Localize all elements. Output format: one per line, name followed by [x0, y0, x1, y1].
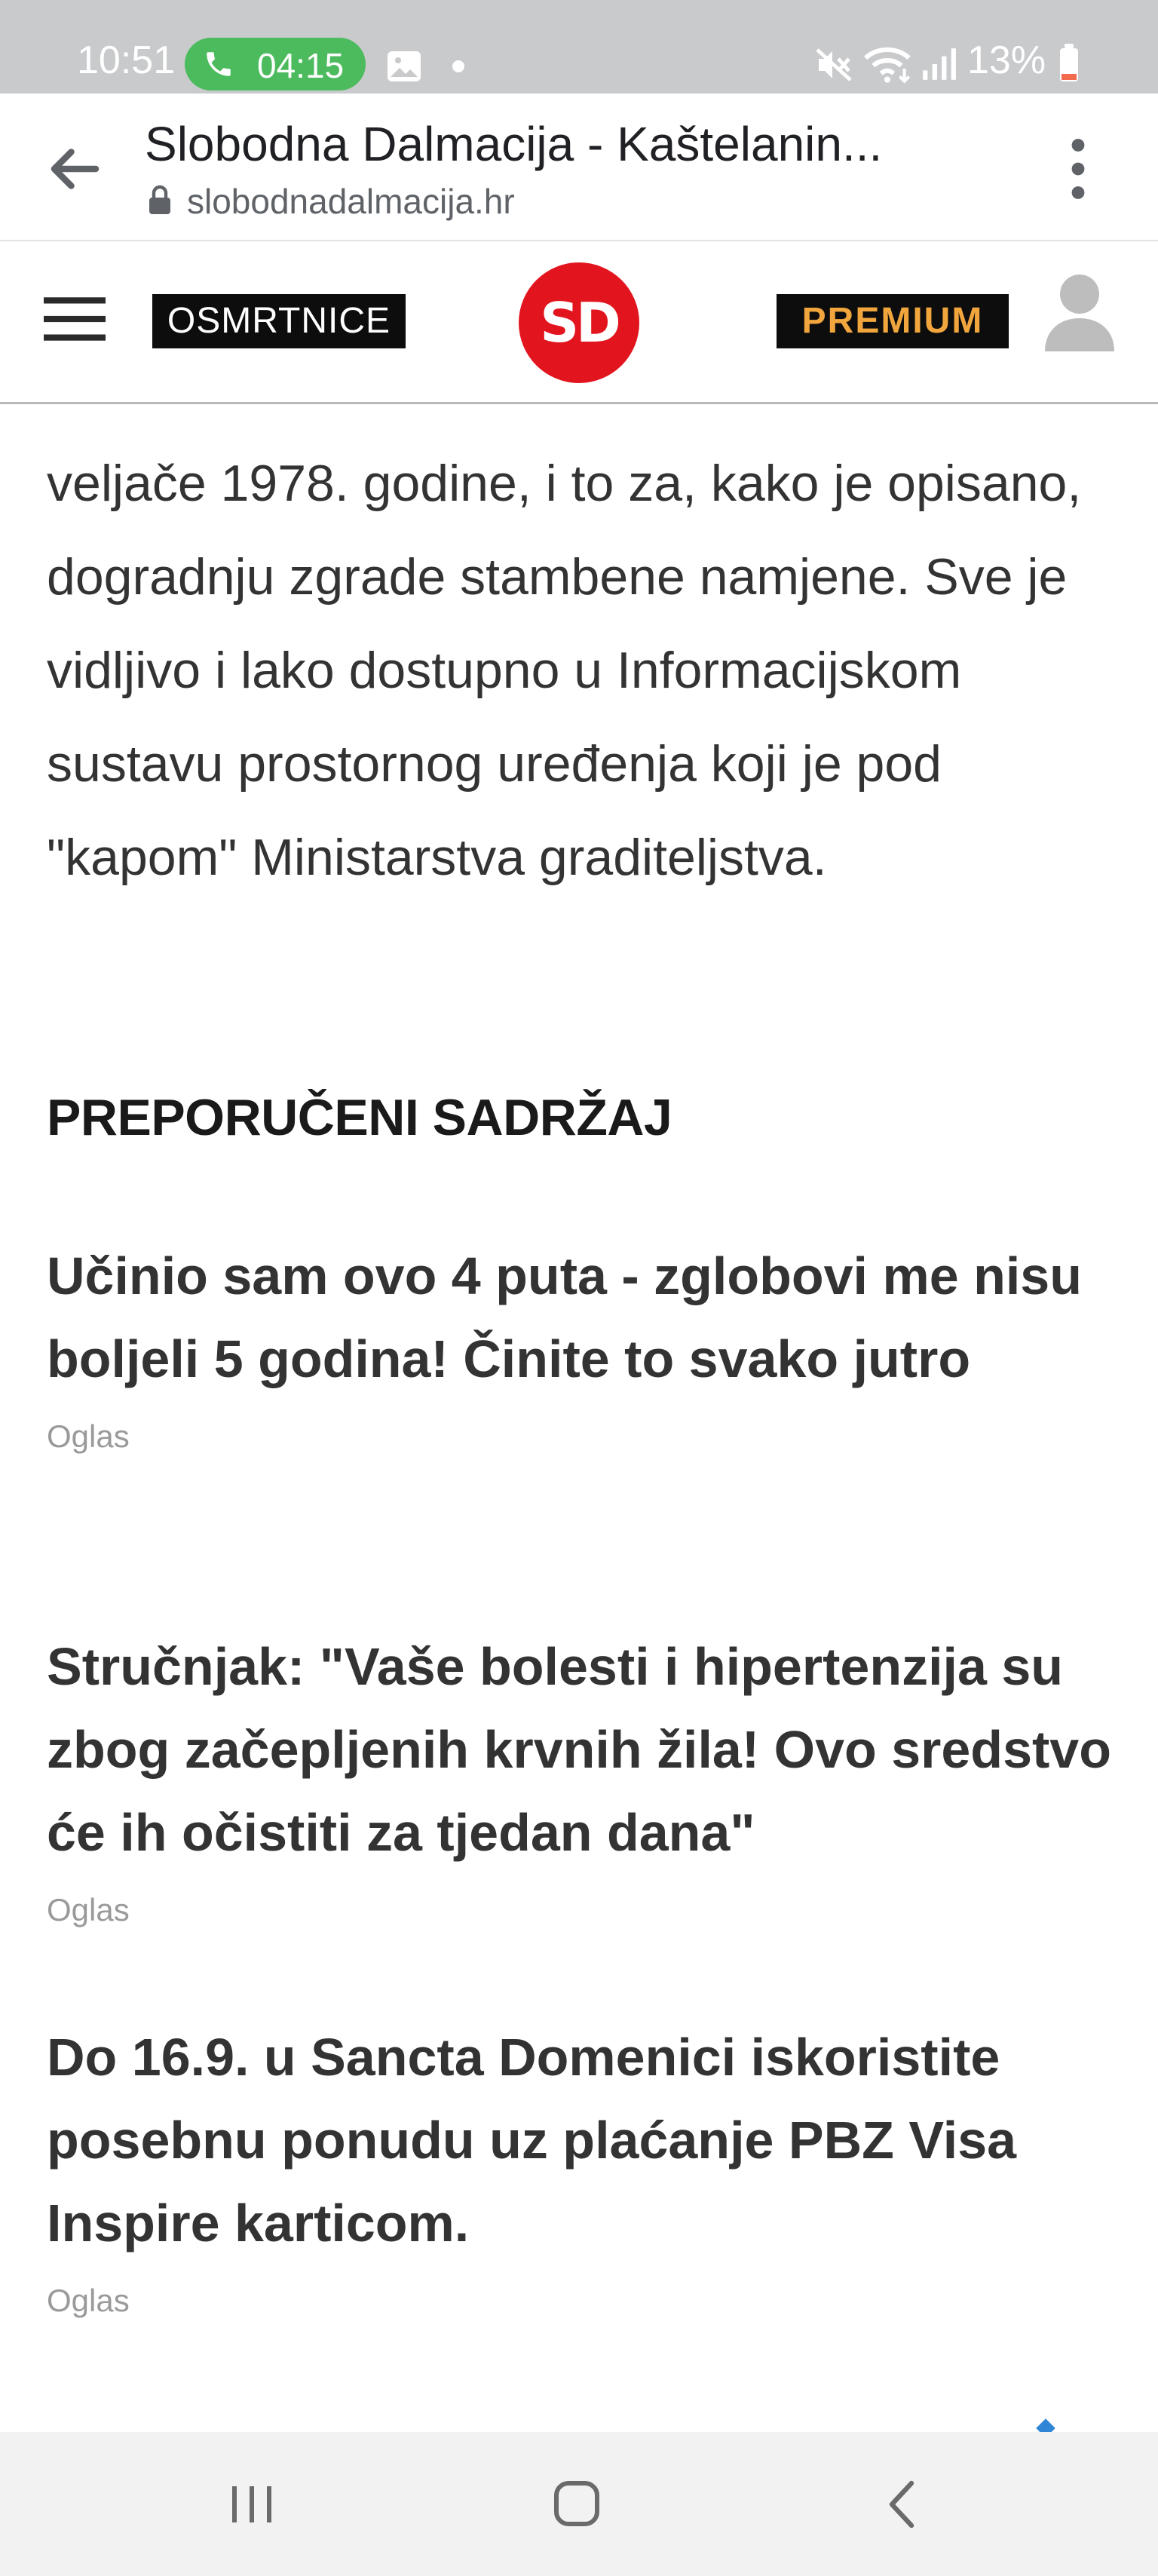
status-bar — [0, 0, 1158, 94]
recommended-item[interactable] — [47, 1234, 1125, 1455]
ad-label: Oglas — [47, 1892, 130, 1927]
notification-dot-icon — [452, 60, 464, 72]
article-paragraph: veljače 1978. godine, i to za, kako je opisano, dogradnju zgrade stambene namjene. Sve je vidljivo i lako dostupno u Informacijskom sustavu prostornog uređenja koji je pod "kapom" Ministarstva graditeljstva. — [47, 455, 1082, 886]
recommended-item-title[interactable]: Stručnjak: "Vaše bolesti i hipertenzija su zbog začepljenih krvnih žila! Ovo sredstvo će ih očistiti za tjedan dana" — [47, 1637, 1111, 1862]
obituaries-button[interactable]: OSMRTNICE — [152, 294, 406, 348]
sd-logo[interactable]: SD — [519, 262, 639, 383]
clipped-previous-line — [47, 406, 574, 423]
status-time: 10:51 — [77, 38, 176, 82]
system-navigation-bar — [0, 2432, 1158, 2576]
call-timer: 04:15 — [257, 46, 345, 85]
back-icon[interactable] — [882, 2479, 920, 2530]
recommended-item-title[interactable]: Učinio sam ovo 4 puta - zglobovi me nisu boljeli 5 godina! Činite to svako jutro — [47, 1247, 1082, 1388]
page-url[interactable]: slobodnadalmacija.hr — [187, 182, 515, 221]
gallery-icon — [386, 50, 422, 83]
article-content — [0, 406, 1158, 2432]
ad-label: Oglas — [47, 1418, 130, 1454]
back-arrow-icon[interactable] — [47, 146, 100, 192]
signal-icon — [920, 45, 957, 83]
lock-icon — [148, 184, 172, 214]
recommended-heading: PREPORUČENI SADRŽAJ — [47, 1089, 672, 1146]
ad-choices-icon — [1036, 2418, 1055, 2432]
browser-toolbar — [0, 94, 1158, 241]
page-title[interactable]: Slobodna Dalmacija - Kaštelanin... — [145, 117, 883, 171]
recents-icon[interactable] — [228, 2483, 276, 2525]
recommended-item[interactable] — [47, 2016, 1125, 2319]
battery-icon — [1058, 44, 1080, 83]
ad-label: Oglas — [47, 2283, 130, 2318]
recommended-item-title[interactable]: Do 16.9. u Sancta Domenici iskoristite posebnu ponudu uz plaćanje PBZ Visa Inspire karticom. — [47, 2028, 1017, 2252]
battery-percentage: 13% — [967, 38, 1046, 82]
phone-icon — [203, 48, 234, 80]
home-icon[interactable] — [552, 2479, 602, 2528]
recommended-item[interactable] — [47, 1625, 1125, 1928]
premium-button[interactable]: PREMIUM — [777, 294, 1009, 348]
more-options-icon[interactable] — [1063, 137, 1093, 201]
mute-icon — [814, 47, 853, 83]
ongoing-call-pill[interactable] — [185, 38, 366, 90]
hamburger-menu-icon[interactable] — [44, 294, 106, 344]
site-header — [0, 243, 1158, 404]
user-account-icon[interactable] — [1042, 273, 1117, 351]
wifi-icon — [862, 44, 915, 84]
